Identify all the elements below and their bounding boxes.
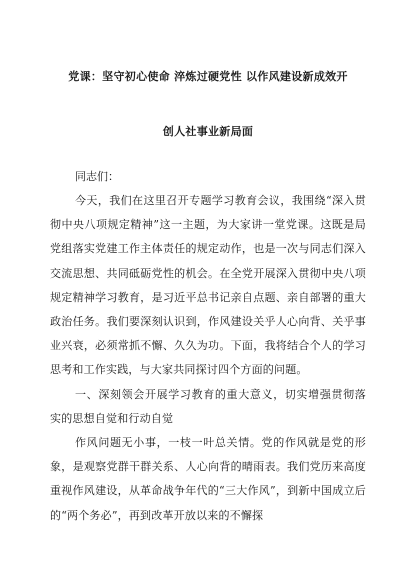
salutation: 同志们： (75, 170, 119, 183)
document-title (50, 70, 366, 139)
title-line-2: 创人社事业新局面 (162, 125, 254, 138)
section-paragraph: 作风问题无小事，一枝一叶总关情。党的作风就是党的形象，是观察党群干群关系、人心向背的晴雨表。我们党历来高度重视作风建设，从革命战争年代的“三大作风”，到新中国成立后的“两个务必”，再到改革开放以来的不懈探 (50, 436, 366, 522)
section-heading: 一、深刻领会开展学习教育的重大意义，切实增强贯彻落实的思想自觉和行动自觉 (50, 387, 366, 425)
intro-paragraph: 今天，我们在这里召开专题学习教育会议，我围绕“深入贯彻中央八项规定精神”这一主题，为大家讲一堂党课。这既是局党组落实党建工作主体责任的规定动作，也是一次与同志们深入交流思想、共同砥砺党性的机会。在全党开展深入贯彻中央八项规定精神学习教育，是习近平总书记亲自点题、亲自部署的重大政治任务。我们要深刻认识到，作风建设关乎人心向背、关乎事业兴衰，必须常抓不懈、久久为功。下面，我将结合个人的学习思考和工作实践，与大家共同探讨四个方面的问题。 (50, 194, 366, 377)
title-line-1: 党课：坚守初心使命 淬炼过硬党性 以作风建设新成效开 (68, 70, 348, 83)
